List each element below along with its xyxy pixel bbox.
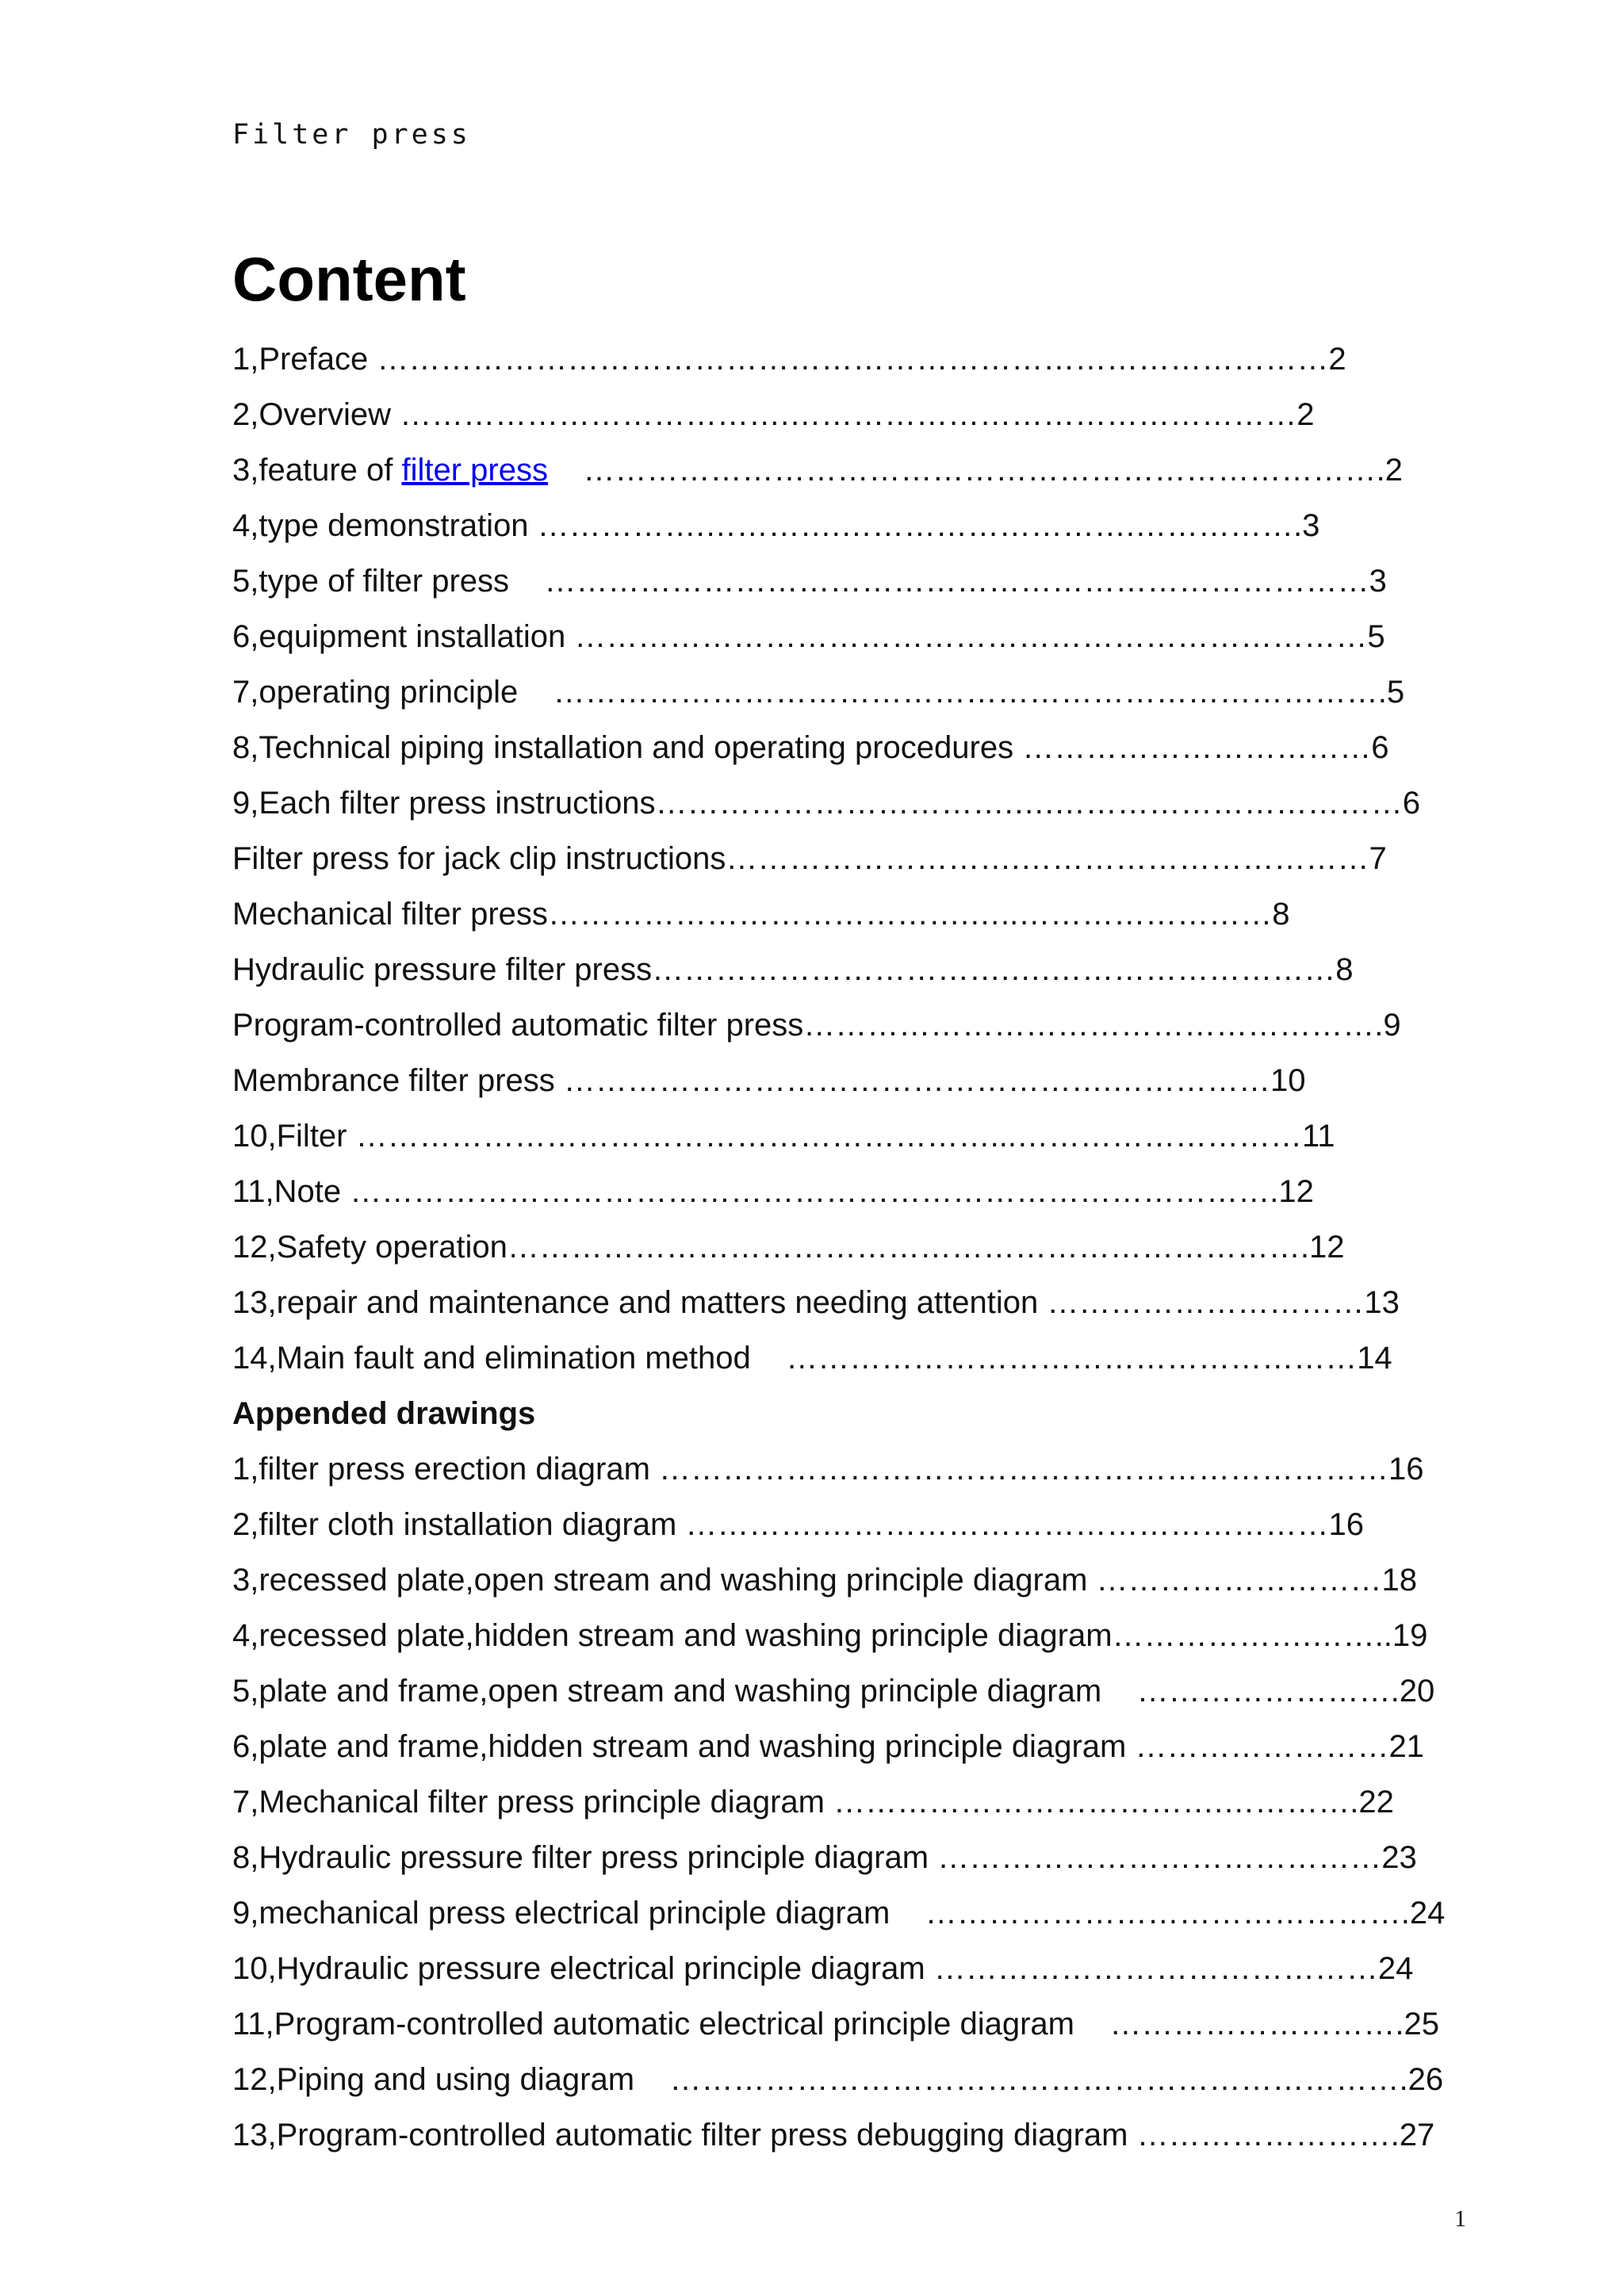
toc-leader-dots: ……………………………….………………………………………… <box>400 399 1297 430</box>
toc-entry[interactable] <box>232 1108 1501 1164</box>
toc-entry[interactable] <box>232 2107 1501 2163</box>
toc-page-number: 2 <box>1297 397 1315 432</box>
toc-entry-label: 5,plate and frame,open stream and washing principle diagram <box>232 1674 1102 1709</box>
toc-entry-label: 12,Safety operation <box>232 1230 508 1265</box>
toc-entry[interactable] <box>232 720 1501 775</box>
toc-entry[interactable] <box>232 1219 1501 1275</box>
toc-entry-label: 3,recessed plate,open stream and washing principle diagram <box>232 1563 1097 1598</box>
toc-page-number: 8 <box>1272 897 1290 932</box>
toc-page-number: 6 <box>1402 786 1421 821</box>
toc-entry[interactable] <box>232 1830 1501 1885</box>
toc-leader-dots: ……………………… <box>1096 1564 1382 1596</box>
toc-page-number: 3 <box>1369 564 1387 599</box>
toc-page-number: 24 <box>1409 1896 1446 1931</box>
toc-entry[interactable] <box>232 942 1501 997</box>
toc-entry-label: 4,recessed plate,hidden stream and washing principle diagram <box>232 1618 1113 1653</box>
toc-page-number: 2 <box>1328 342 1346 377</box>
toc-entry-label: 13,repair and maintenance and matters needing attention <box>232 1285 1048 1320</box>
toc-entry[interactable] <box>232 831 1501 886</box>
toc-entry-label: Filter press for jack clip instructions <box>232 841 726 876</box>
toc-page-number: 23 <box>1381 1840 1417 1875</box>
toc-leader-dots: …………………………………………………………… <box>659 1453 1389 1485</box>
toc-entry[interactable] <box>232 2052 1501 2107</box>
toc-entry-label: 1,Preface <box>232 342 377 377</box>
toc-leader-dots: …………….………….……………………….……………. <box>537 510 1303 541</box>
toc-entry[interactable] <box>232 1275 1501 1330</box>
toc-entry-label: Hydraulic pressure filter press <box>232 952 653 987</box>
toc-entry[interactable] <box>232 1774 1501 1830</box>
toc-leader-dots: …………………………………………………………………. <box>507 1231 1310 1263</box>
toc-leader-dots: ……………………. <box>1136 1675 1400 1707</box>
toc-page-number: 16 <box>1328 1507 1365 1542</box>
toc-page-number: 7 <box>1369 841 1387 876</box>
toc-entry-gap <box>634 2064 669 2095</box>
toc-page-number: 10 <box>1270 1063 1306 1098</box>
toc-leader-dots: ………………………………………. <box>925 1897 1410 1929</box>
toc-entry-label: 14,Main fault and elimination method <box>232 1341 751 1376</box>
toc-entry-label: 2,Overview <box>232 397 400 432</box>
toc-page-number: 25 <box>1404 2007 1440 2042</box>
toc-entry[interactable] <box>232 498 1501 553</box>
filter-press-link[interactable]: filter press <box>401 453 548 488</box>
toc-page-number: 6 <box>1371 730 1389 765</box>
toc-leader-dots: ………………………. <box>1109 2008 1404 2040</box>
toc-leader-dots: ……………………………….…………. <box>833 1786 1359 1818</box>
toc-page-number: 26 <box>1408 2062 1444 2097</box>
toc-entry-label: Appended drawings <box>232 1396 536 1431</box>
toc-entry[interactable] <box>232 1719 1501 1774</box>
toc-page-number: 13 <box>1364 1285 1400 1320</box>
toc-entry[interactable] <box>232 442 1501 498</box>
toc-page-number: 12 <box>1309 1230 1345 1265</box>
toc-leader-dots: ……………………….…………………………… <box>726 843 1369 874</box>
toc-leader-dots: ……………………………………………………………………………. <box>350 1176 1279 1207</box>
toc-page-number: 12 <box>1278 1174 1314 1209</box>
toc-entry-gap <box>548 454 583 486</box>
page-title: Content <box>232 244 466 314</box>
toc-entry[interactable] <box>232 609 1501 664</box>
toc-entry-label: 8,Hydraulic pressure filter press principle diagram <box>232 1840 938 1875</box>
toc-entry-label: Mechanical filter press <box>232 897 548 932</box>
toc-page-number: 14 <box>1357 1341 1392 1376</box>
toc-entry-label: 10,Filter <box>232 1119 356 1154</box>
toc-page-number: 9 <box>1383 1008 1401 1043</box>
toc-entry[interactable] <box>232 1996 1501 2052</box>
toc-entry-label: 3,feature of <box>232 453 402 488</box>
toc-entry-label: 12,Piping and using diagram <box>232 2062 635 2097</box>
toc-leader-dots: ………….………………………………………… <box>685 1509 1329 1540</box>
toc-entry[interactable] <box>232 664 1501 720</box>
toc-entry[interactable] <box>232 1053 1501 1108</box>
toc-page-number: 8 <box>1335 952 1354 987</box>
toc-leader-dots: ………………………………………………. <box>803 1009 1384 1041</box>
toc-entry[interactable] <box>232 1663 1501 1719</box>
toc-page-number: 19 <box>1392 1618 1428 1653</box>
toc-entry[interactable] <box>232 1885 1501 1941</box>
toc-entry-label: 5,type of filter press <box>232 564 510 599</box>
toc-entry-gap <box>1101 1675 1136 1707</box>
toc-entry[interactable] <box>232 1164 1501 1219</box>
toc-leader-dots: ……………………. <box>1136 2119 1400 2151</box>
toc-leader-dots: ……………….…….. <box>1112 1620 1392 1651</box>
toc-page-number: 18 <box>1381 1563 1418 1598</box>
toc-entry[interactable] <box>232 886 1501 942</box>
toc-entry-label: Membrance filter press <box>232 1063 564 1098</box>
toc-leader-dots: ……………………………………………… <box>786 1342 1358 1374</box>
toc-entry[interactable] <box>232 331 1501 387</box>
toc-entry-gap <box>1074 2008 1109 2040</box>
toc-page-number: 2 <box>1385 453 1403 488</box>
toc-entry-gap <box>518 676 553 708</box>
toc-leader-dots: …………………………… <box>1022 732 1372 763</box>
toc-page-number: 21 <box>1388 1729 1424 1764</box>
toc-entry-label: Program-controlled automatic filter press <box>232 1008 804 1043</box>
running-header: Filter press <box>232 119 471 151</box>
toc-leader-dots: …………………………………………………………………. <box>583 454 1385 486</box>
toc-leader-dots: ……………………………………………………………………………… <box>377 343 1329 375</box>
toc-page-number: 27 <box>1399 2118 1435 2152</box>
toc-entry-label: 6,plate and frame,hidden stream and washing principle diagram <box>232 1729 1136 1764</box>
toc-leader-dots: …………………………………… <box>937 1842 1382 1873</box>
toc-entry-label: 11,Program-controlled automatic electrical principle diagram <box>232 2007 1074 2042</box>
toc-entry[interactable] <box>232 1497 1501 1552</box>
toc-leader-dots: …………………… <box>1135 1731 1389 1762</box>
toc-entry-label: 7,operating principle <box>232 675 519 710</box>
toc-entry-label: 13,Program-controlled automatic filter press debugging diagram <box>232 2118 1137 2152</box>
toc-entry-label: 9,mechanical press electrical principle diagram <box>232 1896 891 1931</box>
toc-page-number: 11 <box>1301 1119 1335 1154</box>
toc-leader-dots: ……………………………………………………………………. <box>553 676 1387 708</box>
toc-entry[interactable] <box>232 997 1501 1053</box>
toc-page-number: 5 <box>1367 619 1385 654</box>
toc-leader-dots: ………………………………….…..…………………… <box>547 898 1273 930</box>
toc-leader-dots: …………………………….….……………………… <box>652 954 1336 985</box>
toc-entry-gap <box>509 565 544 597</box>
page-number: 1 <box>1454 2206 1466 2232</box>
toc-leader-dots: ……………………………………………………...……………………… <box>355 1120 1302 1152</box>
toc-page-number: 20 <box>1399 1674 1435 1709</box>
toc-entry[interactable] <box>232 1941 1501 1996</box>
toc-entry-label: 6,equipment installation <box>232 619 575 654</box>
toc-entry[interactable] <box>232 387 1501 442</box>
toc-entry-label: 2,filter cloth installation diagram <box>232 1507 686 1542</box>
toc-leader-dots: …………………………….….…………………………… <box>655 787 1403 819</box>
toc-entry-label: 8,Technical piping installation and operating procedures <box>232 730 1023 765</box>
toc-leader-dots: ………………………… <box>1047 1287 1365 1318</box>
toc-leader-dots: …………………………………… <box>933 1953 1378 1984</box>
toc-entry-label: 9,Each filter press instructions <box>232 786 656 821</box>
toc-page-number: 3 <box>1302 508 1320 543</box>
toc-leader-dots: ………………………………………………………………… <box>574 621 1368 652</box>
toc-entry[interactable] <box>232 1330 1501 1386</box>
toc-leader-dots: …………………………………………………………………… <box>544 565 1369 597</box>
toc-entry-gap <box>890 1897 925 1929</box>
toc-section-heading <box>232 1386 1501 1441</box>
toc-page-number: 16 <box>1388 1452 1424 1487</box>
toc-leader-dots: ……………………………………………………………. <box>669 2064 1408 2095</box>
toc-entry[interactable] <box>232 553 1501 609</box>
toc-page-number: 24 <box>1377 1951 1414 1986</box>
toc-page-number: 22 <box>1358 1785 1394 1820</box>
table-of-contents <box>232 331 1501 2163</box>
toc-entry-label: 7,Mechanical filter press principle diagram <box>232 1785 834 1820</box>
toc-entry[interactable] <box>232 1441 1501 1497</box>
toc-entry-label: 1,filter press erection diagram <box>232 1452 660 1487</box>
toc-leader-dots: …………………………………………….…………… <box>563 1065 1271 1096</box>
toc-page-number: 5 <box>1386 675 1405 710</box>
toc-entry-gap <box>751 1342 786 1374</box>
toc-entry-label: 10,Hydraulic pressure electrical principle diagram <box>232 1951 934 1986</box>
toc-entry-label: 4,type demonstration <box>232 508 538 543</box>
toc-entry[interactable] <box>232 1552 1501 1608</box>
toc-entry[interactable] <box>232 1608 1501 1663</box>
toc-entry-label: 11,Note <box>232 1174 350 1209</box>
toc-entry[interactable] <box>232 775 1501 831</box>
